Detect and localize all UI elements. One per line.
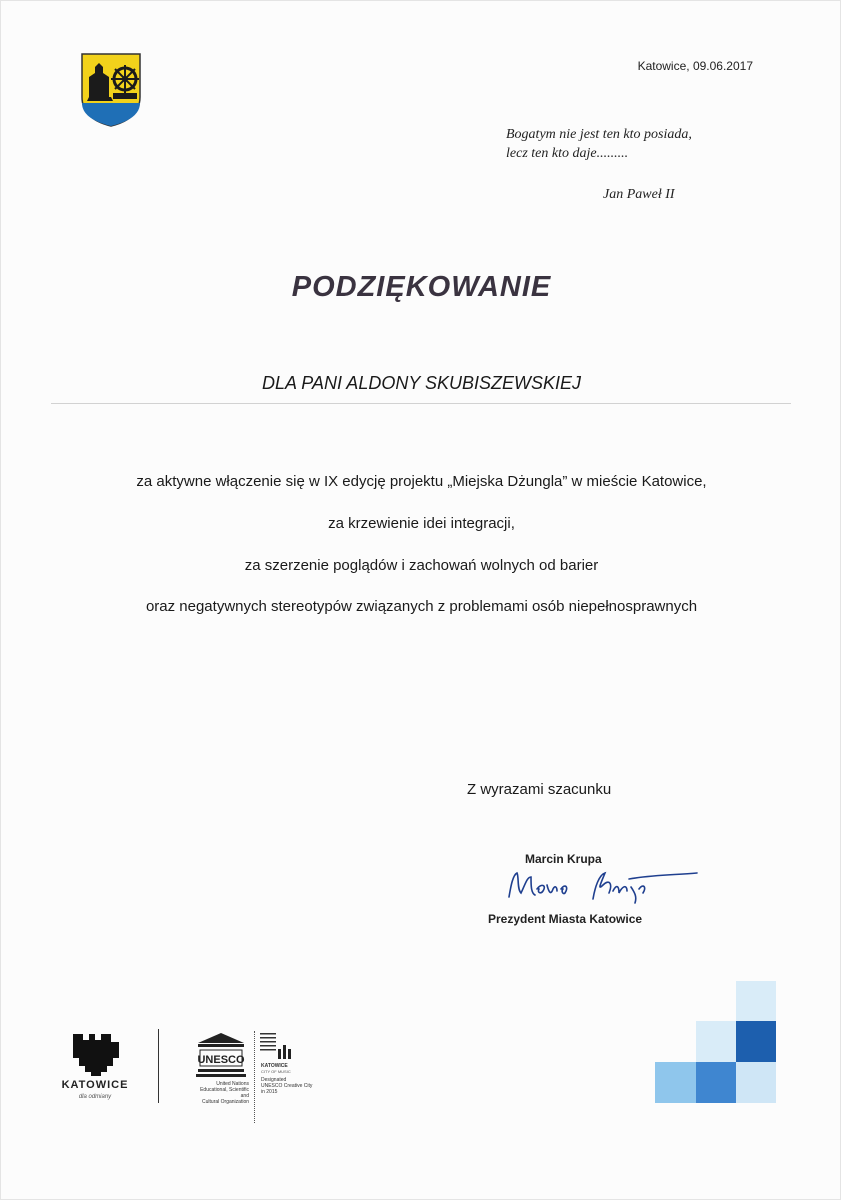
footer-dotted-divider xyxy=(254,1031,255,1123)
unesco-caption-line-3: Cultural Organization xyxy=(202,1099,249,1105)
recipient-underline xyxy=(51,403,791,404)
unesco-caption-line-1: United Nations xyxy=(216,1081,249,1087)
footer-divider xyxy=(158,1029,159,1103)
body-line-3: za szerzenie poglądów i zachowań wolnych od barier xyxy=(244,557,599,574)
katowice-tagline: dla odmiany xyxy=(78,1094,112,1100)
handwritten-signature xyxy=(501,863,701,905)
unesco-caption-line-2: Educational, Scientific and xyxy=(200,1087,249,1099)
katowice-coat-of-arms-icon xyxy=(81,53,141,127)
motto-line-2: lecz ten kto daje......... xyxy=(506,146,629,161)
signer-name: Marcin Krupa xyxy=(525,852,602,866)
decorative-blue-squares xyxy=(655,981,776,1103)
body-line-1: za aktywne włączenie się w IX edycję projektu „Miejska Dżungla” w mieście Katowice, xyxy=(136,473,707,490)
unesco-wordmark: UNESCO xyxy=(197,1054,245,1066)
motto-quote xyxy=(506,125,692,163)
music-caption-line-3: in 2015 xyxy=(261,1089,278,1095)
music-city-caption xyxy=(261,1077,312,1095)
body-line-4: oraz negatywnych stereotypów związanych z problemami osób niepełnosprawnych xyxy=(145,598,698,615)
letter-date: Katowice, 09.06.2017 xyxy=(637,59,753,73)
music-city-name: KATOWICE xyxy=(261,1063,288,1069)
motto-line-1: Bogatym nie jest ten kto posiada, xyxy=(506,127,692,142)
signer-title: Prezydent Miasta Katowice xyxy=(488,912,643,926)
music-city-subtitle: CITY OF MUSIC xyxy=(261,1069,291,1074)
unesco-caption xyxy=(191,1081,249,1105)
recipient-line: DLA PANI ALDONY SKUBISZEWSKIEJ xyxy=(261,373,582,393)
music-caption-line-2: UNESCO Creative City xyxy=(261,1083,313,1089)
unesco-temple-logo-icon xyxy=(194,1031,248,1079)
closing-phrase: Z wyrazami szacunku xyxy=(467,781,612,798)
music-caption-line-1: Designated xyxy=(261,1077,287,1083)
katowice-wordmark: KATOWICE xyxy=(61,1079,129,1091)
body-line-2: za krzewienie idei integracji, xyxy=(328,515,515,532)
motto-author: Jan Paweł II xyxy=(603,187,675,202)
city-of-music-logo-icon xyxy=(260,1031,294,1061)
document-title: PODZIĘKOWANIE xyxy=(291,271,552,303)
